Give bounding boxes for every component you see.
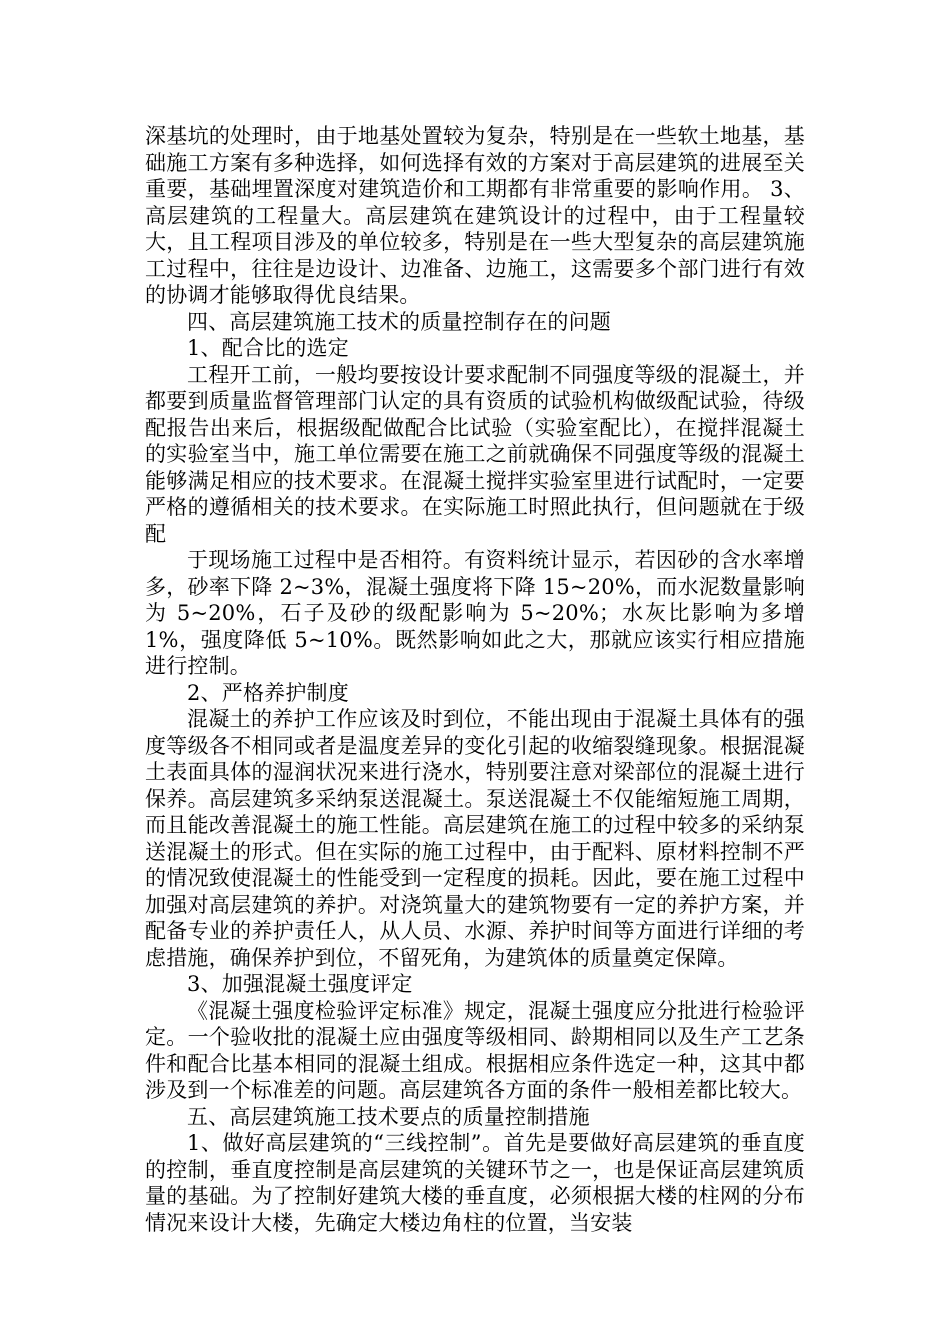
paragraph-curing: 混凝土的养护工作应该及时到位，不能出现由于混凝土具体有的强度等级各不相同或者是温度差异的变化引起的收缩裂缝现象。根据混凝土表面具体的湿润状况来进行浇水，特别要注意对梁部位的混凝土进行保养。高层建筑多采纳泵送混凝土。泵送混凝土不仅能缩短施工周期，而且能改善混凝土的施工性能。高层建筑在施工的过程中较多的采纳泵送混凝土的形式。但在实际的施工过程中，由于配料、原材料控制不严的情况致使混凝土的性能受到一定程度的损耗。因此，要在施工过程中加强对高层建筑的养护。对浇筑量大的建筑物要有一定的养护方案，并配备专业的养护责任人，从人员、水源、养护时间等方面进行详细的考虑措施，确保养护到位，不留死角，为建筑体的质量奠定保障。: [145, 707, 805, 970]
paragraph-mix-ratio-stats: 于现场施工过程中是否相符。有资料统计显示，若因砂的含水率增多，砂率下降 2~3%，混凝土强度将下降 15~20%，而水泥数量影响为 5~20%，石子及砂的级配影响为 5~20%；水灰比影响为多增 1%，强度降低 5~10%。既然影响如此之大，那就应该实行相应措施进行控制。: [145, 548, 805, 678]
section-heading-5: 五、高层建筑施工技术要点的质量控制措施: [187, 1104, 590, 1129]
subheading-strength-evaluation: 3、加强混凝土强度评定: [187, 972, 413, 996]
section-heading-4: 四、高层建筑施工技术的质量控制存在的问题: [187, 309, 611, 334]
paragraph-three-line-control: 1、做好高层建筑的“三线控制”。首先是要做好高层建筑的垂直度的控制，垂直度控制是高层建筑的关键环节之一，也是保证高层建筑质量的基础。为了控制好建筑大楼的垂直度，必须根据大楼的柱网的分布情况来设计大楼，先确定大楼边角柱的位置，当安装: [145, 1131, 805, 1235]
document-body: [145, 123, 805, 1236]
paragraph-mix-ratio: 工程开工前，一般均要按设计要求配制不同强度等级的混凝土，并都要到质量监督管理部门认定的具有资质的试验机构做级配试验，待级配报告出来后，根据级配做配合比试验（实验室配比），在搅拌混凝土的实验室当中，施工单位需要在施工之前就确保不同强度等级的混凝土能够满足相应的技术要求。在混凝土搅拌实验室里进行试配时，一定要严格的遵循相关的技术要求。在实际施工时照此执行，但问题就在于级配: [145, 362, 805, 546]
subheading-curing: 2、严格养护制度: [187, 680, 349, 705]
paragraph-foundation-continued: 深基坑的处理时，由于地基处置较为复杂，特别是在一些软土地基，基础施工方案有多种选择，如何选择有效的方案对于高层建筑的进展至关重要，基础埋置深度对建筑造价和工期都有非常重要的影响作用。 3、高层建筑的工程量大。高层建筑在建筑设计的过程中，由于工程量较大，且工程项目涉及的单位较多，特别是在一些大型复杂的高层建筑施工过程中，往往是边设计、边准备、边施工，这需要多个部门进行有效的协调才能够取得优良结果。: [145, 124, 805, 307]
subheading-mix-ratio: 1、配合比的选定: [187, 336, 349, 360]
paragraph-strength-evaluation: 《混凝土强度检验评定标准》规定，混凝土强度应分批进行检验评定。一个验收批的混凝土应由强度等级相同、龄期相同以及生产工艺条件和配合比基本相同的混凝土组成。根据相应条件选定一种，这其中都涉及到一个标准差的问题。高层建筑各方面的条件一般相差都比较大。: [145, 998, 805, 1102]
